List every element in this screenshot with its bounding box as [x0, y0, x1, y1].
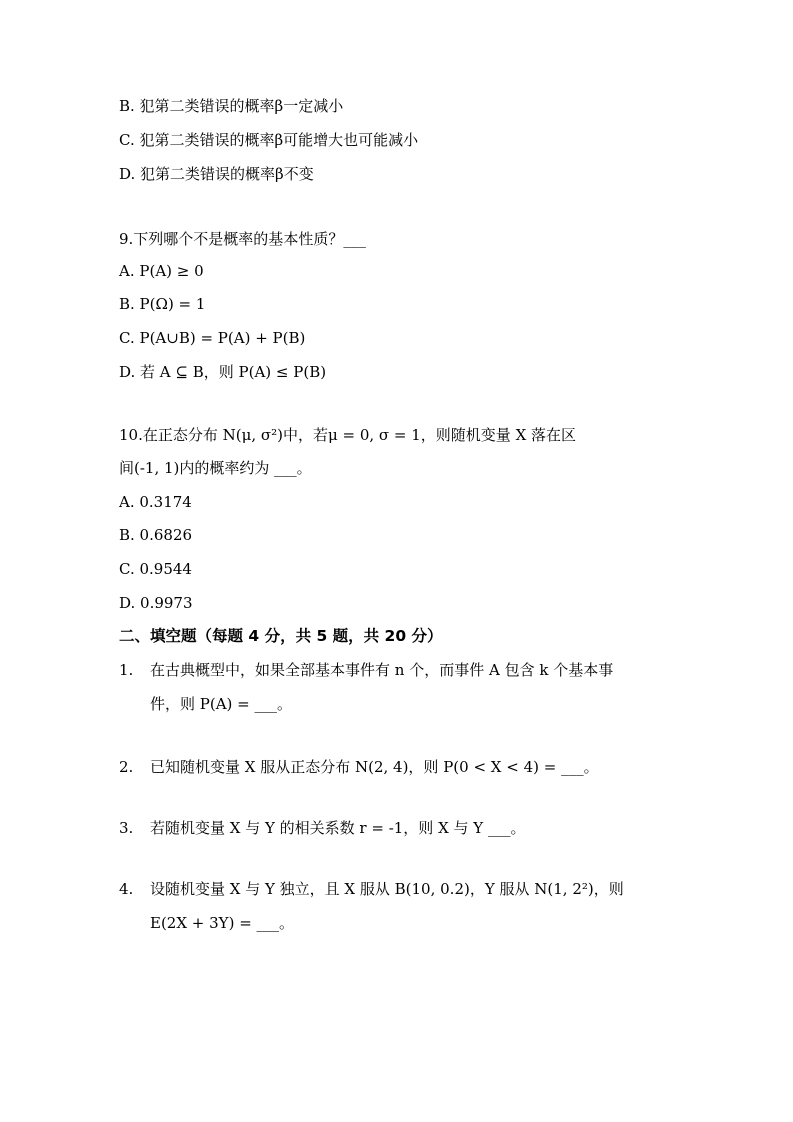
q10-option-a: A. 0.3174	[119, 493, 192, 511]
q10-option-c: C. 0.9544	[119, 560, 192, 578]
fill-item-number: 4.	[119, 880, 134, 898]
q10-stem-line1: 10.在正态分布 N(μ, σ²)中，若μ = 0, σ = 1，则随机变量 X 落在区	[119, 426, 577, 444]
fill-item-text: 在古典概型中，如果全部基本事件有 n 个，而事件 A 包含 k 个基本事	[150, 661, 614, 679]
q10-option-b: B. 0.6826	[119, 526, 193, 544]
q10-option-d: D. 0.9973	[119, 594, 193, 612]
fill-item-text-cont: 件，则 P(A) = ___。	[150, 695, 293, 713]
fill-item-number: 1.	[119, 661, 134, 679]
q9-option-d: D. 若 A ⊆ B，则 P(A) ≤ P(B)	[119, 363, 327, 381]
fill-item-number: 2.	[119, 758, 134, 776]
q8-option-b: B. 犯第二类错误的概率β一定减小	[119, 97, 344, 115]
fill-item-text-cont: E(2X + 3Y) = ___。	[150, 914, 295, 932]
fill-item-text: 已知随机变量 X 服从正态分布 N(2, 4)，则 P(0 < X < 4) = ___。	[150, 758, 599, 776]
q9-option-b: B. P(Ω) = 1	[119, 295, 206, 313]
q9-stem: 9.下列哪个不是概率的基本性质？___	[119, 230, 366, 248]
q10-stem-line2: 间(-1, 1)内的概率约为 ___。	[119, 459, 312, 477]
q8-option-d: D. 犯第二类错误的概率β不变	[119, 165, 314, 183]
q9-option-a: A. P(A) ≥ 0	[119, 262, 204, 280]
fill-item-text: 设随机变量 X 与 Y 独立，且 X 服从 B(10, 0.2)，Y 服从 N(1, 2²)，则	[150, 880, 624, 898]
fill-item-text: 若随机变量 X 与 Y 的相关系数 r = -1，则 X 与 Y ___。	[150, 819, 526, 837]
q9-option-c: C. P(A∪B) = P(A) + P(B)	[119, 329, 306, 347]
fill-item-number: 3.	[119, 819, 134, 837]
q8-option-c: C. 犯第二类错误的概率β可能增大也可能减小	[119, 131, 419, 149]
section-heading: 二、填空题（每题 4 分，共 5 题，共 20 分）	[119, 627, 443, 645]
